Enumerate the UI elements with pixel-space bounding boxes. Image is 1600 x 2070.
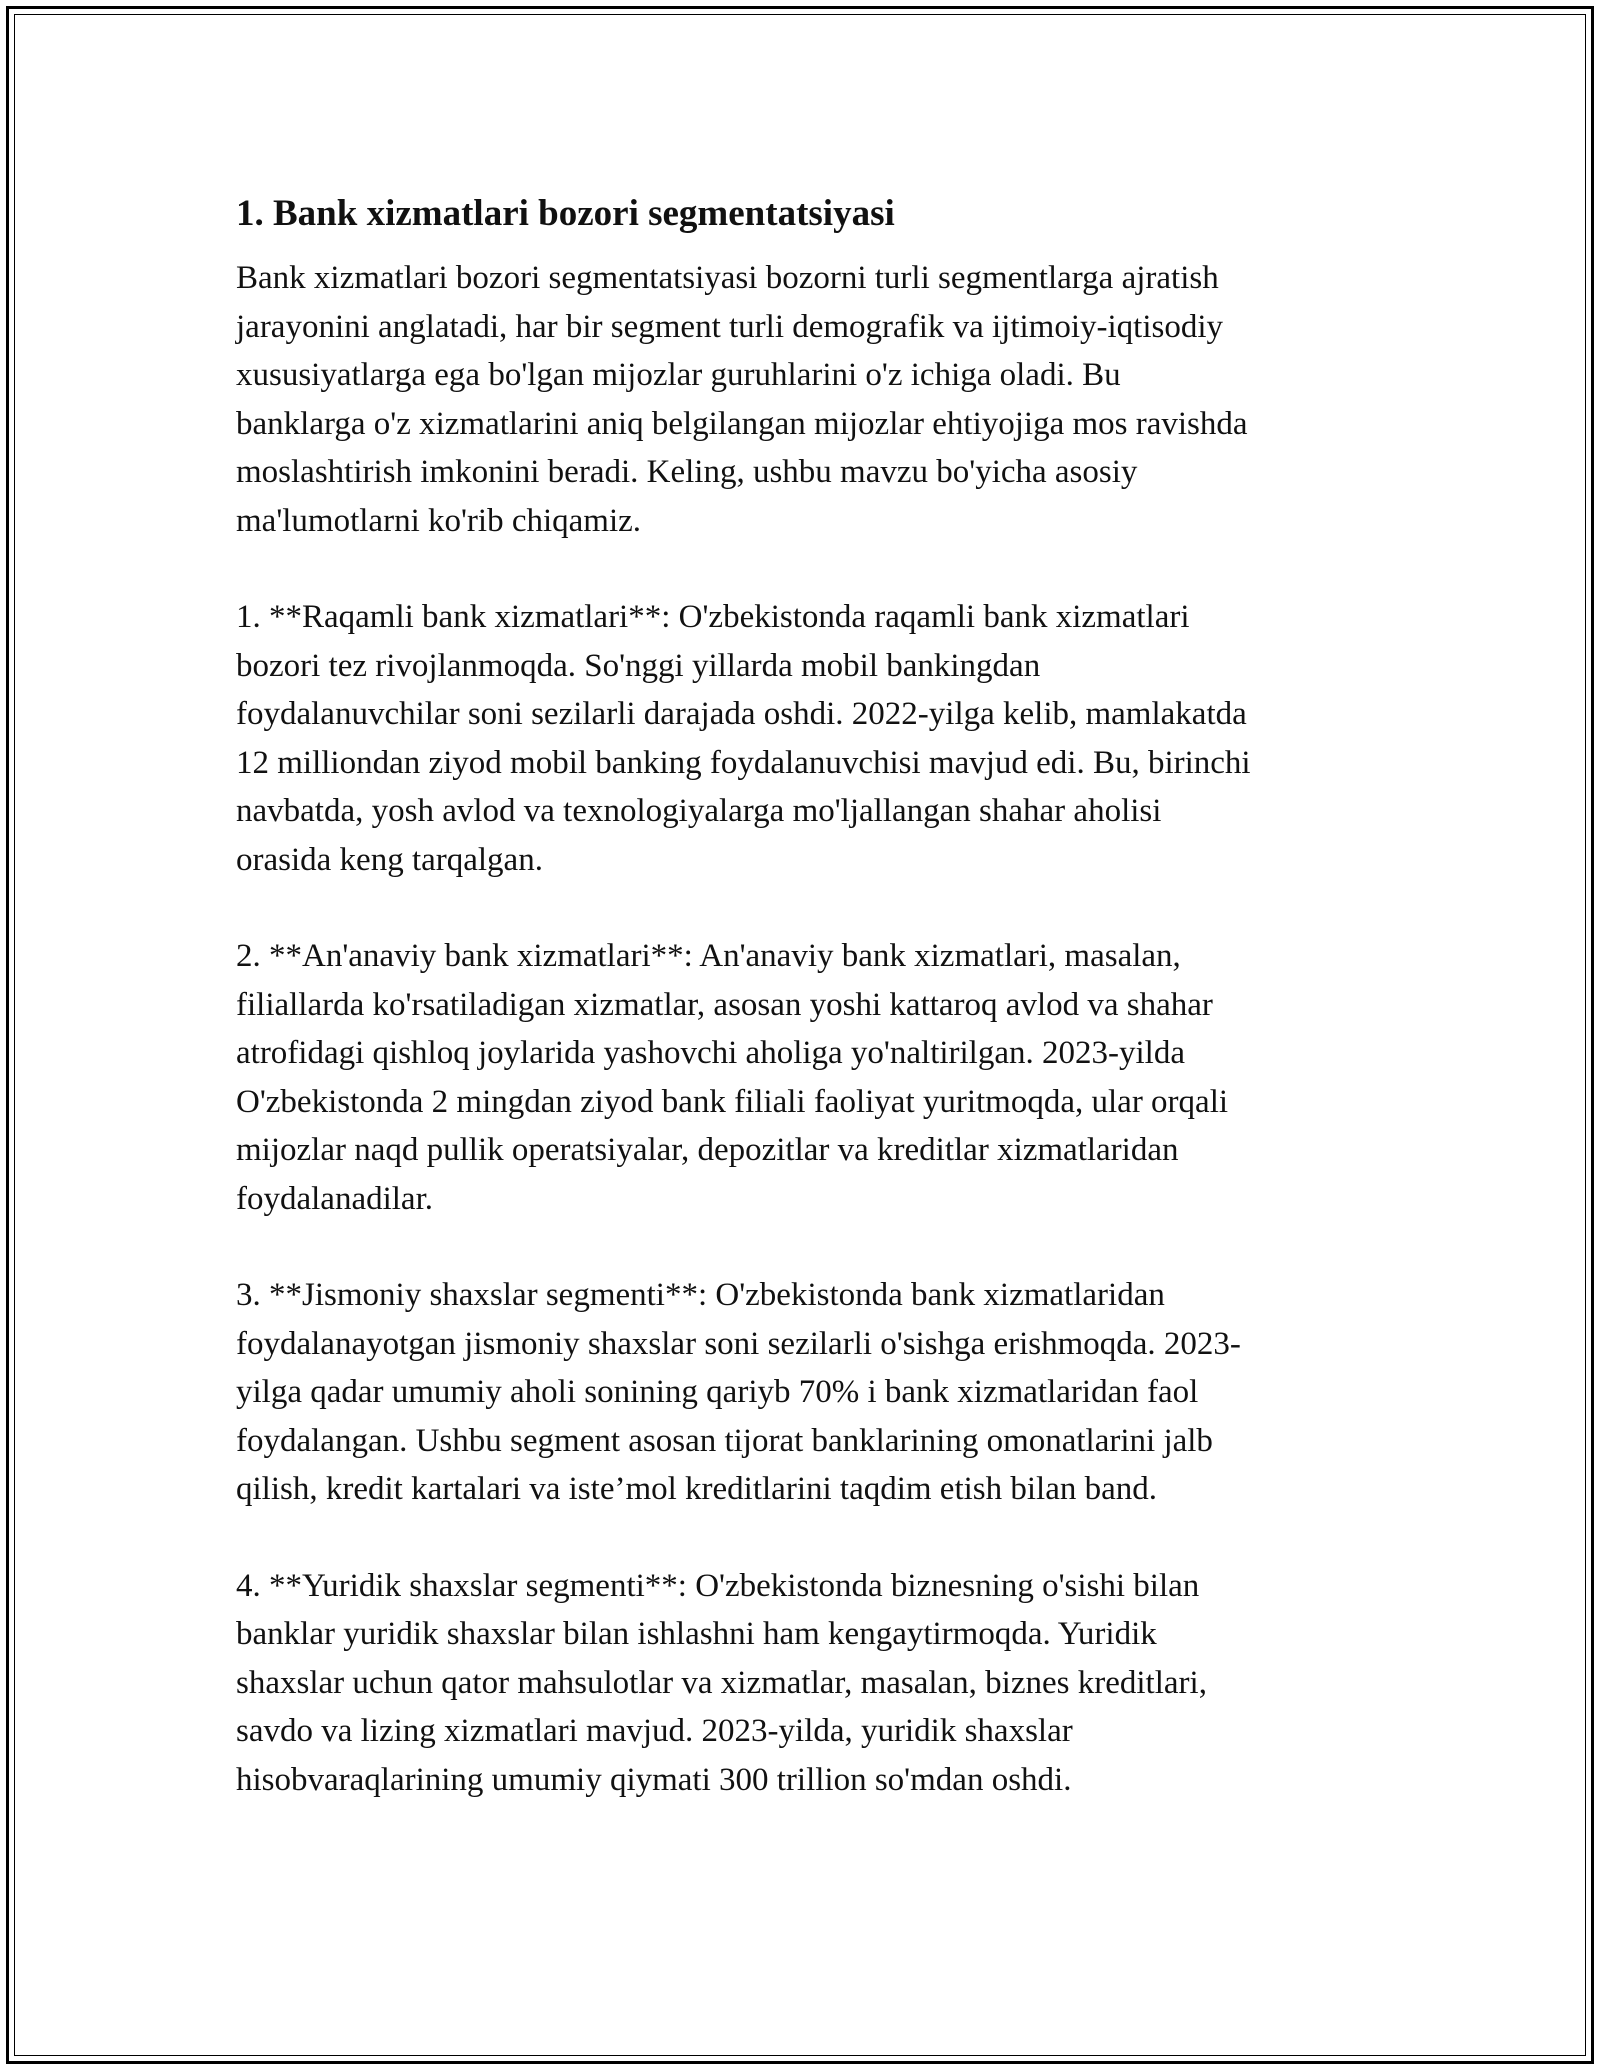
paragraph-individuals-segment: 3. **Jismoniy shaxslar segmenti**: O'zbekistonda bank xizmatlaridan foydalanayotgan jismoniy shaxslar soni sezilarli o'sishga erishmoqda. 2023- yilga qadar umumiy aholi sonining qariyb 70% i bank xizmatlaridan faol foydalangan. Ushbu segment asosan tijorat banklarining omonatlarini jalb qilish, kredit kartalari va iste’mol kreditlarini taqdim etish bilan band. <box>236 1277 1241 1507</box>
paragraph-traditional-banking: 2. **An'anaviy bank xizmatlari**: An'anaviy bank xizmatlari, masalan, filiallarda ko'rsatiladigan xizmatlar, asosan yoshi kattaroq avlod va shahar atrofidagi qishloq joylarida yashovchi aholiga yo'naltirilgan. 2023-yilda O'zbekistonda 2 mingdan ziyod bank filiali faoliyat yuritmoqda, ular orqali mijozlar naqd pullik operatsiyalar, depozitlar va kreditlar xizmatlaridan foydalanadilar. <box>236 938 1229 1217</box>
document-title: 1. Bank xizmatlari bozori segmentatsiyasi <box>236 193 895 234</box>
paragraph-legal-entities-segment: 4. **Yuridik shaxslar segmenti**: O'zbekistonda biznesning o'sishi bilan banklar yuridik shaxslar bilan ishlashni ham kengaytirmoqda. Yuridik shaxslar uchun qator mahsulotlar va xizmatlar, masalan, biznes kreditlari, savdo va lizing xizmatlari mavjud. 2023-yilda, yuridik shaxslar hisobvaraqlarining umumiy qiymati 300 trillion so'mdan oshdi. <box>236 1567 1207 1798</box>
paragraph-digital-banking: 1. **Raqamli bank xizmatlari**: O'zbekistonda raqamli bank xizmatlari bozori tez rivojlanmoqda. So'nggi yillarda mobil bankingdan foydalanuvchilar soni sezilarli darajada oshdi. 2022-yilga kelib, mamlakatda 12 milliondan ziyod mobil banking foydalanuvchisi mavjud edi. Bu, birinchi navbatda, yosh avlod va texnologiyalarga mo'ljallangan shahar aholisi orasida keng tarqalgan. <box>236 599 1251 878</box>
paragraph-intro: Bank xizmatlari bozori segmentatsiyasi bozorni turli segmentlarga ajratish jarayonini anglatadi, har bir segment turli demografik va ijtimoiy-iqtisodiy xususiyatlarga ega bo'lgan mijozlar guruhlarini o'z ichiga oladi. Bu banklarga o'z xizmatlarini aniq belgilangan mijozlar ehtiyojiga mos ravishda moslashtirish imkonini beradi. Keling, ushbu mavzu bo'yicha asosiy ma'lumotlarni ko'rib chiqamiz. <box>236 260 1248 539</box>
document-body <box>236 188 1386 1852</box>
